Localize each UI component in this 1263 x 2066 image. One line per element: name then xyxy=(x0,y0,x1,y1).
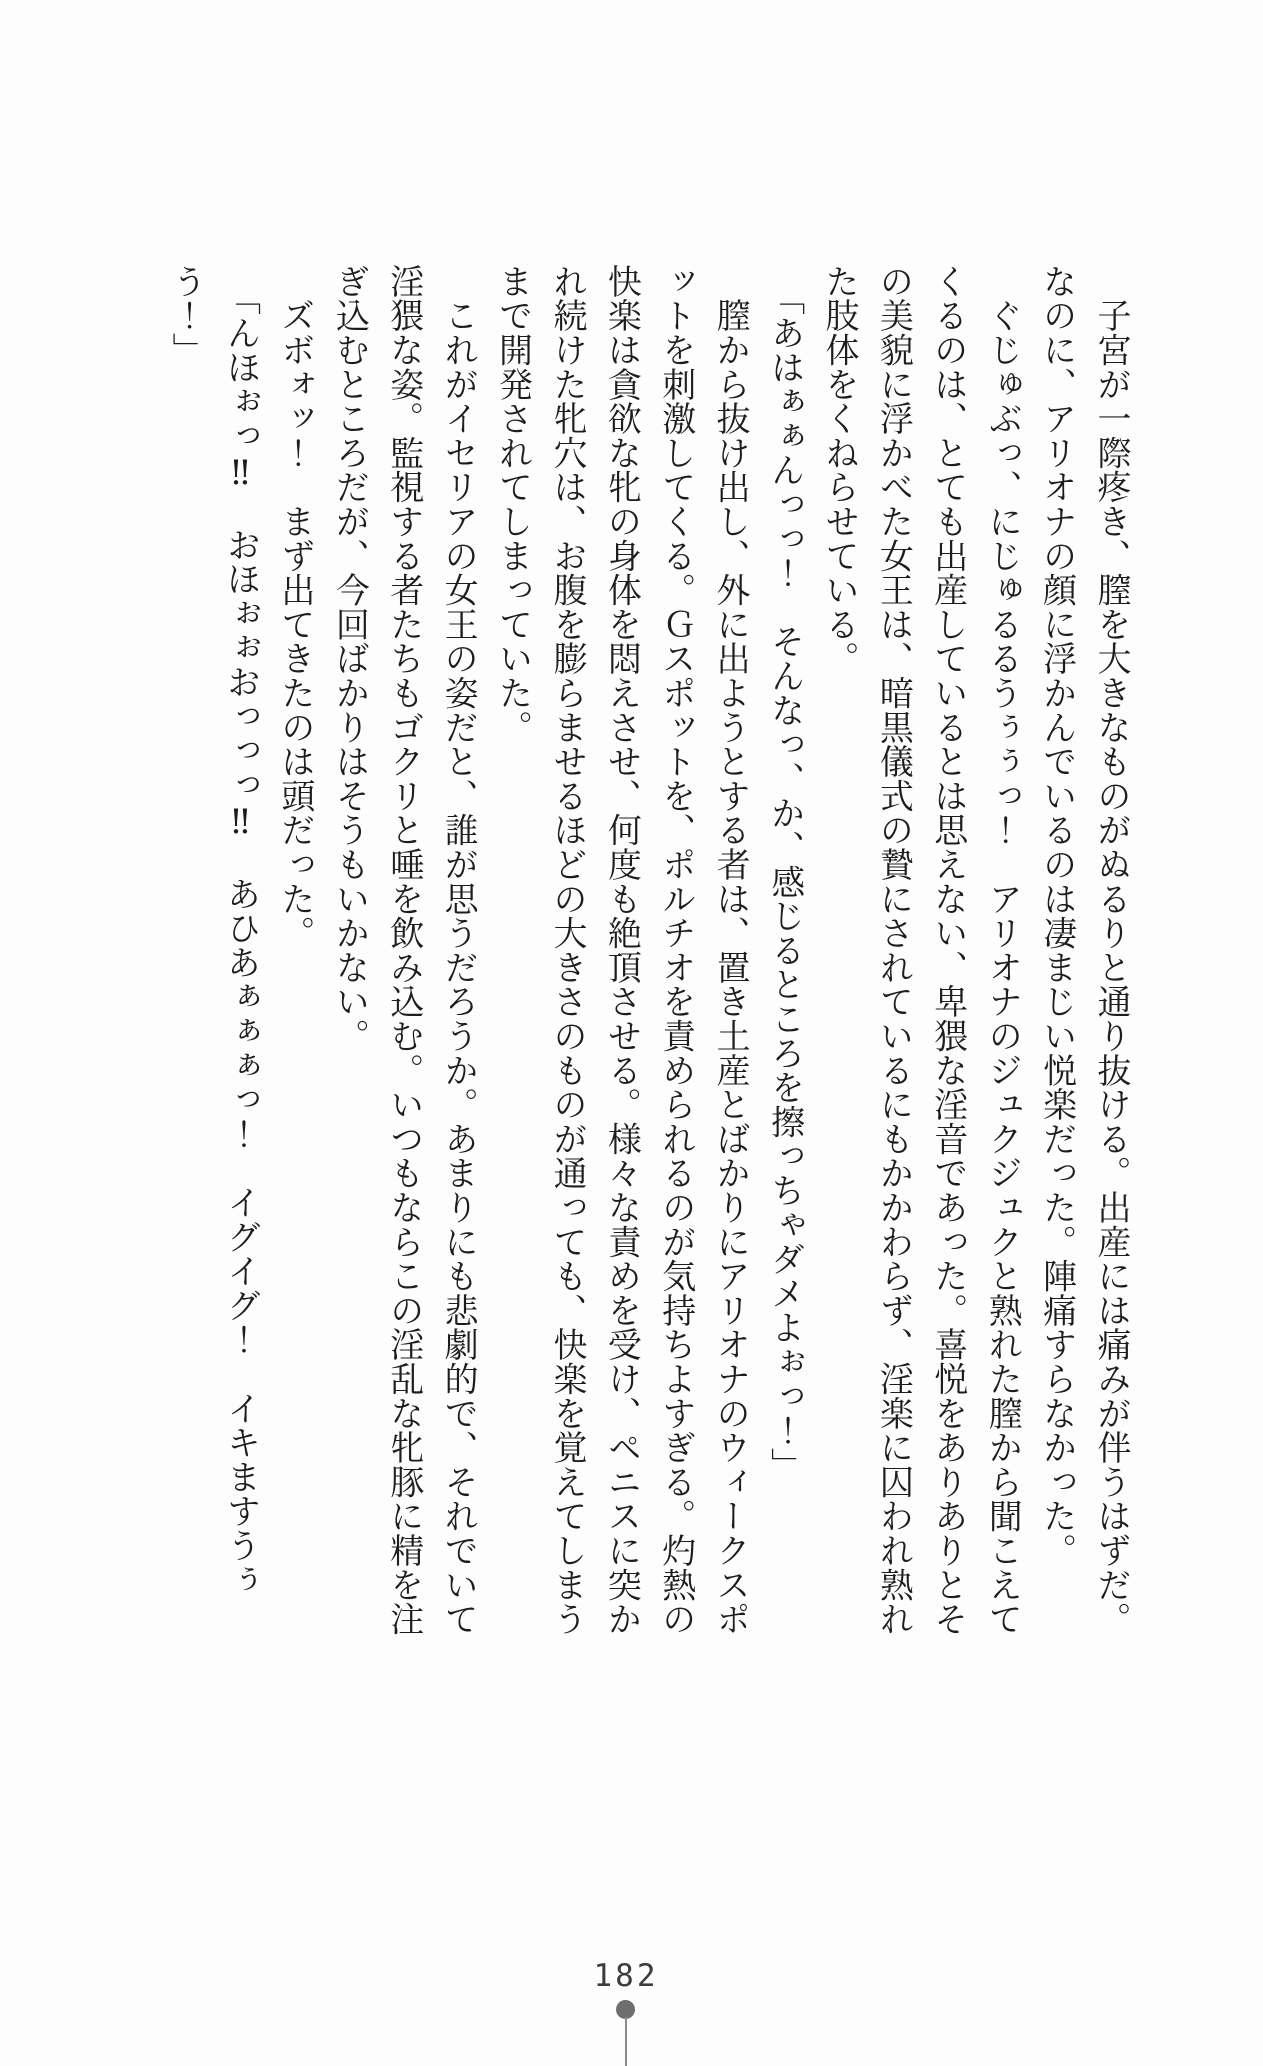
text-column: ぐじゅぶっ、にじゅるるうぅぅっ！ アリオナのジュクジュクと熟れた膣から聞こえて xyxy=(982,264,1023,1636)
text-column: ぎ込むところだが、今回ばかりはそうもいかない。 xyxy=(329,264,370,1053)
text-column: ットを刺激してくる。Ｇスポットを、ポルチオを責められるのが気持ちよすぎる。灼熱の xyxy=(655,264,696,1636)
text-column: 子宮が一際疼き、膣を大きなものがぬるりと通り抜ける。出産には痛みが伴うはずだ。 xyxy=(1091,264,1131,1636)
text-column: くるのは、とても出産しているとは思えない、卑猥な淫音であった。喜悦をありありとそ xyxy=(927,264,968,1636)
text-column: 「あはぁぁんっっ！ そんなっ、か、感じるところを擦っちゃダメよぉっ！」 xyxy=(764,264,805,1482)
text-column: 快楽は貪欲な牝の身体を悶えさせ、何度も絶頂させる。様々な責めを受け、ペニスに突か xyxy=(601,264,642,1636)
text-column: う！」 xyxy=(166,264,207,367)
text-column: これがイセリアの女王の姿だと、誰が思うだろうか。あまりにも悲劇的で、それでいて xyxy=(438,264,479,1636)
text-column: 淫猥な姿。監視する者たちもゴクリと唾を飲み込む。いつもならこの淫乱な牝豚に精を注 xyxy=(383,264,424,1636)
text-column: なのに、アリオナの顔に浮かんでいるのは凄まじい悦楽だった。陣痛すらなかった。 xyxy=(1036,264,1077,1568)
text-column: た肢体をくねらせている。 xyxy=(818,264,859,676)
text-column: 膣から抜け出し、外に出ようとする者は、置き土産とばかりにアリオナのウィークスポ xyxy=(710,264,751,1636)
text-column: まで開発されてしまっていた。 xyxy=(492,264,533,745)
text-column: ズボォッ！ まず出てきたのは頭だった。 xyxy=(274,264,315,950)
text-column: れ続けた牝穴は、お腹を膨らませるほどの大きさのものが通っても、快楽を覚えてしまう xyxy=(546,264,587,1636)
text-area xyxy=(159,264,1138,1656)
footer-ornament-line xyxy=(625,2017,627,2066)
page-number: 182 xyxy=(593,1958,659,1994)
text-column: 「んほぉっ‼ おほぉぉおっっっ‼ あひあぁぁぁっ！ イグイグ！ イキますうぅ xyxy=(220,264,261,1597)
text-column: の美貌に浮かべた女王は、暗黒儀式の贄にされているにもかかわらず、淫楽に囚われ熟れ xyxy=(873,264,914,1636)
